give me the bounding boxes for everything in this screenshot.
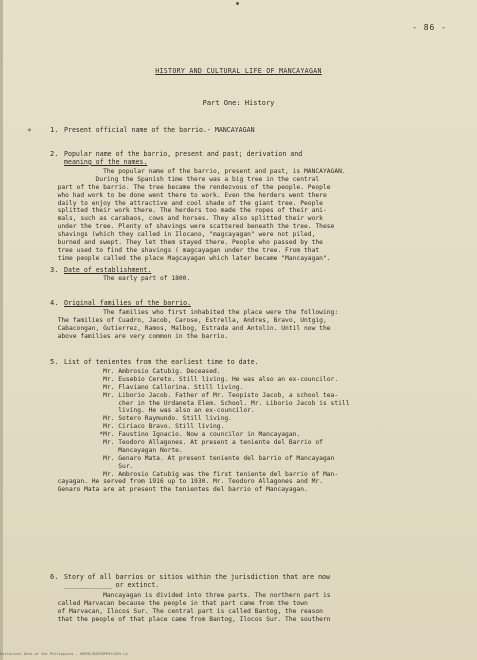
document-title: HISTORY AND CULTURAL LIFE OF MANCAYAGAN [155, 67, 322, 75]
item-number: 1. [50, 126, 59, 134]
item-text: Story of all barrios or sitios within the jurisdiction that are now [64, 573, 330, 581]
text-line: The early part of 1800. [50, 275, 191, 282]
text-line: time people called the place Magcayagan which later became "Mancayagan". [50, 254, 331, 262]
text-line: cher in the Urdaneta Elem. School. Mr. Liborio Jacob is still [50, 399, 350, 407]
text-line: Mr. Eusebio Cereto. Still living. He was also an ex-councilor. [50, 375, 339, 383]
item-text: Original families of the barrio. [64, 299, 192, 307]
page-edge [0, 0, 3, 660]
text-line: living. He was also an ex-councilor. [50, 407, 255, 415]
text-line: Cabacongan, Gutierrez, Ramos, Malbog, Estrada and Antolin. Until now the [50, 324, 331, 332]
text-line: Mr. Ciriaco Bravo. Still living. [50, 423, 225, 431]
item-number: 2. [50, 150, 59, 158]
text-line: called Marvacan because the people in that part came from the town [50, 599, 308, 607]
text-line: Mr. Genaro Mata. At present teniente del barrio of Mancayagan [50, 454, 335, 462]
item-6 [50, 574, 462, 590]
item-number: 5. [50, 358, 59, 366]
item-text: List of tenientes from the earliest time to date. [64, 358, 259, 366]
item-4 [50, 300, 462, 308]
item-text: Popular name of the barrio, present and past; derivation and [64, 150, 303, 158]
item-number: 3. [50, 266, 59, 274]
text-line: splitted their work there. The herders too made the ropes of their ani- [50, 207, 327, 215]
text-line: The families who first inhabited the place were the following: [50, 309, 339, 316]
text-line: The families of Cuadro, Jacob, Carose, Estrella, Andres, Bravo, Untgig, [50, 316, 327, 324]
item-text: ____________ or extinct. [64, 580, 160, 589]
item-text: meaning of the names. [64, 157, 148, 166]
punch-dot [236, 2, 239, 5]
part-title: Part One: History [202, 99, 275, 107]
text-line: under the tree. Plenty of shavings were scattered beneath the tree. These [50, 223, 335, 231]
text-line: Mr. Teodoro Allagones. At present a teniente del Barrio of [50, 439, 323, 447]
item-1 [50, 127, 462, 135]
text-line: Mancayagan Norte. [50, 446, 183, 454]
text-line: tree used to find the shavings ( magcayagan under the tree. From that [50, 246, 320, 254]
text-line: above families are very common in the barrio. [50, 332, 229, 340]
paragraph-3 [50, 275, 470, 283]
item-5 [50, 359, 462, 367]
text-line: The popular name of the barrio, present and past, is MANCAYAGAN. [50, 168, 346, 175]
text-line: Mr. Ambrosio Catubig. Deceased. [50, 368, 221, 375]
text-line: that the people of that place came from Bantog, Ilocos Sur. The southern [50, 615, 331, 623]
item-3 [50, 267, 462, 275]
item-number: 4. [50, 299, 59, 307]
margin-mark: * [27, 127, 32, 136]
page-number: - 86 - [412, 23, 447, 32]
item-text: Date of establishment. [64, 266, 152, 274]
paragraph-6 [50, 592, 470, 624]
text-line: part of the barrio. The tree became the rendezvous of the people. People [50, 183, 331, 191]
paragraph-5 [50, 368, 470, 494]
text-line: Mr. Flaviano Callorina. Still living. [50, 383, 244, 391]
text-line: *Mr. Faustino Ignacio. Now a councilor in Mancayagan. [50, 431, 301, 439]
paragraph-2 [50, 168, 470, 263]
item-text: Present official name of the barrio.- MANCAYAGAN [64, 126, 255, 134]
text-line: daily to enjoy the attractive and cool shade of the giant tree. People [50, 199, 323, 207]
text-line: of Marvacan, Ilocos Sur. The central part is called Bantog, the reason [50, 607, 323, 615]
text-line: Sur. [50, 462, 134, 470]
text-line: shavings (which they called in Ilocano, "magcayagan" were not piled, [50, 231, 316, 239]
text-line: cayagan. He served from 1916 up to 1930. Mr. Teodoro Allagones and Mr. [50, 478, 323, 486]
text-line: burned and swept. They let them stayed there. People who passed by the [50, 239, 323, 247]
text-line: mals, such as carabaos, cows and horses. They also splitted their work [50, 215, 323, 223]
text-line: During the Spanish time there was a big tree in the central [50, 175, 320, 183]
paragraph-4 [50, 309, 470, 341]
text-line: Mr. Ambrosio Catubig was the first teniente del barrio of Man- [50, 470, 339, 478]
text-line: Genaro Mata are at present the tenientes del barrio of Mancayagan. [50, 486, 308, 494]
text-line: Mr. Sotero Raymundo. Still living. [50, 415, 232, 423]
item-2 [50, 151, 462, 167]
text-line: Mr. Liborio Jacob. Father of Mr. Teopisto Jacob, a school tea- [50, 391, 339, 399]
text-line: Mancayagan is divided into three parts. The northern part is [50, 592, 331, 599]
text-line: who had work to be done went there to work. Even the herders went there [50, 191, 327, 199]
archive-footer: Historical Data of the Philippines - HDPHI/BAFDDPP011059-LA [0, 652, 128, 657]
item-number: 6. [50, 573, 59, 581]
